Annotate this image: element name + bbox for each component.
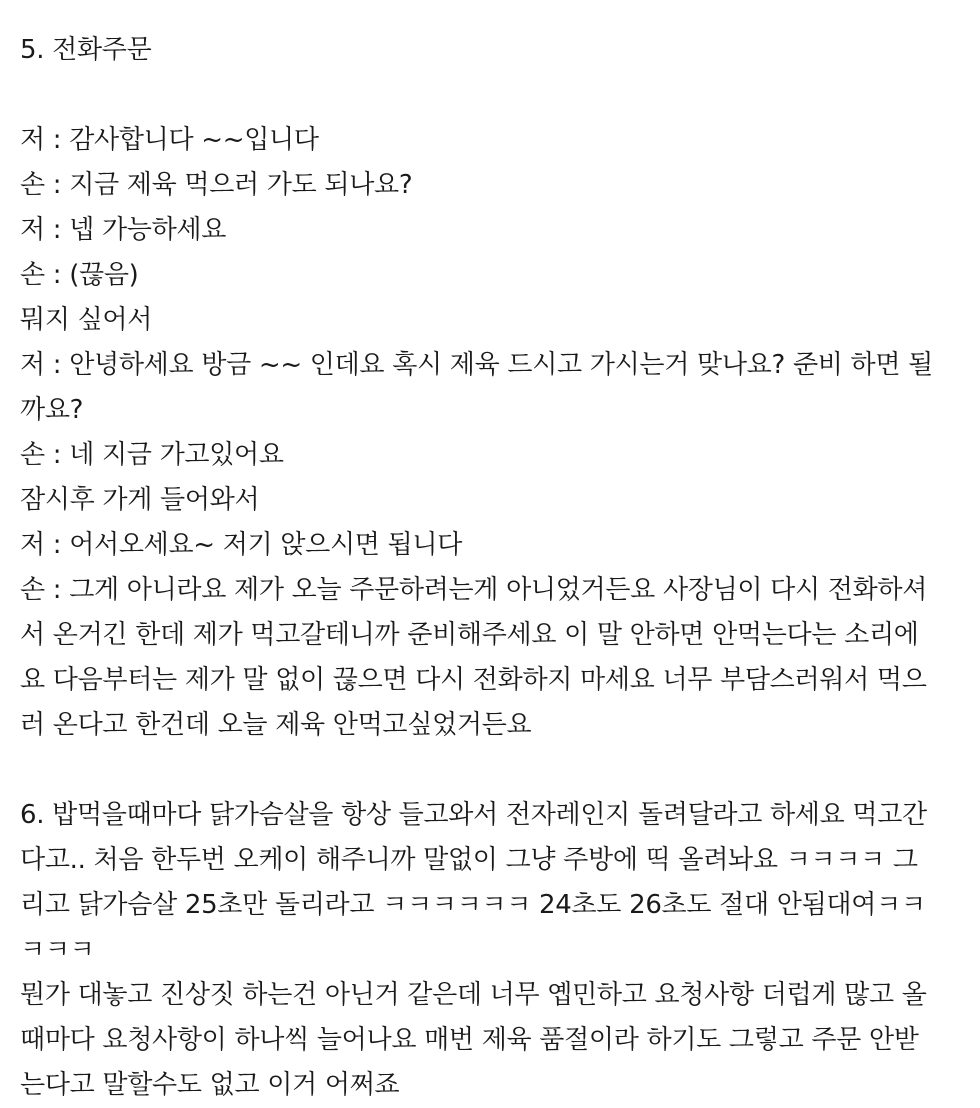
section-6-text xyxy=(20,793,975,1108)
blank-line xyxy=(20,748,975,793)
paragraph-line: 6. 밥먹을때마다 닭가슴살을 항상 들고와서 전자레인지 돌려달라고 하세요 먹고간 xyxy=(20,800,927,830)
paragraph-line: 다고.. 처음 한두번 오케이 해주니까 말없이 그냥 주방에 띡 올려놔요 ㅋㅋㅋㅋ 그 xyxy=(20,845,918,875)
dialogue-line: 서 온거긴 한데 제가 먹고갈테니까 준비해주세요 이 말 안하면 안먹는다는 소리에 xyxy=(20,620,919,650)
dialogue-line: 까요? xyxy=(20,395,84,425)
paragraph-line: 뭔가 대놓고 진상짓 하는건 아닌거 같은데 너무 옙민하고 요청사항 더럽게 많고 올 xyxy=(20,980,927,1010)
dialogue-line: 손 : 네 지금 가고있어요 xyxy=(20,440,284,470)
paragraph-line: ㅋㅋㅋ xyxy=(20,935,95,965)
dialogue-line: 손 : 지금 제육 먹으러 가도 되나요? xyxy=(20,170,413,200)
dialogue-line: 뭐지 싶어서 xyxy=(20,305,153,335)
dialogue-line: 손 : (끊음) xyxy=(20,260,139,290)
dialogue-line: 러 온다고 한건데 오늘 제육 안먹고싶었거든요 xyxy=(20,710,532,740)
dialogue-line: 저 : 감사합니다 ~~입니다 xyxy=(20,125,319,155)
paragraph-line: 는다고 말할수도 없고 이거 어쩌죠 xyxy=(20,1070,400,1100)
dialogue-line: 요 다음부터는 제가 말 없이 끊으면 다시 전화하지 마세요 너무 부담스러워서 먹으 xyxy=(20,665,927,695)
section-5-dialogue xyxy=(20,118,975,748)
dialogue-line: 저 : 어서오세요~ 저기 앉으시면 됩니다 xyxy=(20,530,463,560)
section-5-heading: 5. 전화주문 xyxy=(20,35,152,65)
blank-line xyxy=(20,73,975,118)
dialogue-line: 저 : 넵 가능하세요 xyxy=(20,215,227,245)
dialogue-line: 잠시후 가게 들어와서 xyxy=(20,485,260,515)
post-body xyxy=(20,28,975,1108)
dialogue-line: 손 : 그게 아니라요 제가 오늘 주문하려는게 아니었거든요 사장님이 다시 전화하셔 xyxy=(20,575,928,605)
paragraph-line: 리고 닭가슴살 25초만 돌리라고 ㅋㅋㅋㅋㅋㅋ 24초도 26초도 절대 안됨대여ㅋㅋ xyxy=(20,890,926,920)
dialogue-line: 저 : 안녕하세요 방금 ~~ 인데요 혹시 제육 드시고 가시는거 맞나요? 준비 하면 될 xyxy=(20,350,933,380)
paragraph-line: 때마다 요청사항이 하나씩 늘어나요 매번 제육 품절이라 하기도 그렇고 주문 안받 xyxy=(20,1025,919,1055)
